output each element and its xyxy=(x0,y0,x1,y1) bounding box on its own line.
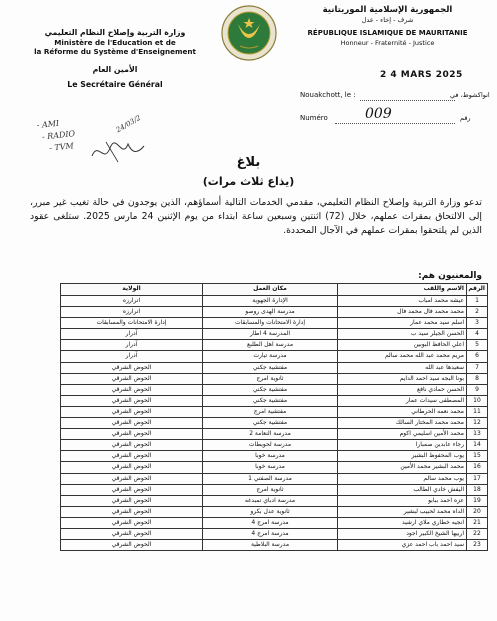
cell-workplace: المدرسة 4 اطار xyxy=(203,329,338,340)
cell-number: 20 xyxy=(467,506,488,517)
cell-wilaya: الحوض الشرقي xyxy=(61,473,203,484)
cell-workplace: مدرسة امرج 4 xyxy=(203,517,338,528)
cell-name: محمد محمد المختار السالك xyxy=(338,418,467,429)
table-row xyxy=(61,384,488,395)
cell-number: 19 xyxy=(467,495,488,506)
header-number: الرقم xyxy=(467,284,488,296)
cell-wilaya: الحوض الشرقي xyxy=(61,462,203,473)
table-row xyxy=(61,351,488,362)
cell-name: يوب محمد سالم xyxy=(338,473,467,484)
header-name: الاسم واللقب xyxy=(338,284,467,296)
handwritten-line-2: - RADIO xyxy=(41,129,76,142)
table-row xyxy=(61,451,488,462)
cell-number: 18 xyxy=(467,484,488,495)
cell-number: 15 xyxy=(467,451,488,462)
cell-name: الحسن حمادي نافع xyxy=(338,384,467,395)
cell-wilaya: الحوض الشرقي xyxy=(61,451,203,462)
number-label-ar: رقم xyxy=(460,114,471,122)
cell-number: 11 xyxy=(467,406,488,417)
cell-wilaya: الحوض الشرقي xyxy=(61,373,203,384)
table-body xyxy=(61,296,488,551)
cell-name: مريم محمد عبد الله محمد سالم xyxy=(338,351,467,362)
table-row xyxy=(61,329,488,340)
date-label-fr: Nouakchott, le : xyxy=(300,91,356,99)
republic-header xyxy=(300,5,475,66)
number-label-fr: Numéro xyxy=(300,114,328,122)
handwritten-line-1: - AMI xyxy=(36,118,60,130)
cell-number: 14 xyxy=(467,440,488,451)
cell-name: رجاء عابدين صمبارا xyxy=(338,440,467,451)
number-value: 009 xyxy=(365,106,392,122)
table-row xyxy=(61,528,488,539)
cell-workplace: مفتشية امرج xyxy=(203,406,338,417)
table-row xyxy=(61,406,488,417)
cell-number: 13 xyxy=(467,429,488,440)
cell-wilaya: اترارزه xyxy=(61,307,203,318)
cell-wilaya: آدرار xyxy=(61,329,203,340)
cell-workplace: مفتشية جكني xyxy=(203,418,338,429)
cell-name: المصطفى سيدات عمار xyxy=(338,395,467,406)
cell-workplace: مدرسة لحويطات xyxy=(203,440,338,451)
table-row xyxy=(61,307,488,318)
cell-number: 7 xyxy=(467,362,488,373)
ministry-name-fr-2: la Réforme du Système d'Enseignement xyxy=(34,47,196,56)
concerned-label: والمعنيون هم: xyxy=(418,271,482,281)
announcement-body: تدعو وزارة التربية وإصلاح النظام التعليمي، مقدمي الخدمات التالية أسماؤهم، الذين يوجدون في حالة تغيب غير مبرر، إلى الالتحاق بمقرات عملهم، خلال (72) اثنتين وسبعين ساعة ابتداء من يوم الإثنين 24 مارس 2025. ستلغى عقود الذين لم يلتحقوا بمقرات عملهم في الآجال المحددة. xyxy=(30,197,482,236)
cell-number: 3 xyxy=(467,318,488,329)
header-wilaya: الولاية xyxy=(61,284,203,296)
table-row xyxy=(61,340,488,351)
date-label-ar: انواكشوط، في xyxy=(450,91,490,99)
cell-wilaya: الحوض الشرقي xyxy=(61,384,203,395)
cell-name: اعلي الحافظ البوبين xyxy=(338,340,467,351)
cell-name: اربيها الشيخ الكبير اجود xyxy=(338,528,467,539)
table-row xyxy=(61,462,488,473)
cell-wilaya: آدرار xyxy=(61,351,203,362)
cell-wilaya: آدرار xyxy=(61,340,203,351)
cell-workplace: ثانوية عدل بكرو xyxy=(203,506,338,517)
cell-wilaya: الحوض الشرقي xyxy=(61,506,203,517)
cell-wilaya: الحوض الشرقي xyxy=(61,540,203,551)
cell-workplace: مدرسة امرج 4 xyxy=(203,528,338,539)
table-row xyxy=(61,362,488,373)
cell-number: 17 xyxy=(467,473,488,484)
cell-name: عزه احمد ببابو xyxy=(338,495,467,506)
cell-name: محمد البشير محمد الأمين xyxy=(338,462,467,473)
cell-wilaya: إدارة الامتحانات والمسابقات xyxy=(61,318,203,329)
absentees-table xyxy=(60,283,488,551)
cell-wilaya: الحوض الشرقي xyxy=(61,484,203,495)
cell-number: 9 xyxy=(467,384,488,395)
cell-workplace: ثانوية امرج xyxy=(203,373,338,384)
date-line xyxy=(360,100,455,101)
table-row xyxy=(61,484,488,495)
country-name-fr: RÉPUBLIQUE ISLAMIQUE DE MAURITANIE xyxy=(307,29,468,37)
cell-workplace: الإدارة الجهوية xyxy=(203,296,338,307)
ministry-name-ar: وزارة التربية وإصلاح النظام التعليمي xyxy=(44,28,186,37)
cell-workplace: ثانوية امرج xyxy=(203,484,338,495)
cell-wilaya: الحوض الشرقي xyxy=(61,429,203,440)
announcement-subtitle: (يذاع ثلاث مرات) xyxy=(202,175,295,188)
table-row xyxy=(61,418,488,429)
cell-name: سيد احمد باب احمد عزي xyxy=(338,540,467,551)
cell-name: انجيه خطاري ملاي ارشيد xyxy=(338,517,467,528)
table-row xyxy=(61,473,488,484)
cell-number: 10 xyxy=(467,395,488,406)
handwritten-date: 24/03/2 xyxy=(114,113,143,135)
cell-name: يوب المحفوظ البشير xyxy=(338,451,467,462)
table-row xyxy=(61,540,488,551)
cell-number: 4 xyxy=(467,329,488,340)
table-header-row xyxy=(61,284,488,296)
cell-name: محمد نعمه الحرطاني xyxy=(338,406,467,417)
cell-workplace: مدرسة النعامة 2 xyxy=(203,429,338,440)
header-workplace: مكان العمل xyxy=(203,284,338,296)
cell-wilaya: الحوض الشرقي xyxy=(61,362,203,373)
ministry-header xyxy=(30,28,200,90)
number-line xyxy=(335,123,455,124)
national-emblem-icon xyxy=(210,0,288,70)
date-stamp: 2 4 MARS 2025 xyxy=(380,70,463,80)
table-row xyxy=(61,495,488,506)
cell-name: بونا البجه سيد احمد الدايم xyxy=(338,373,467,384)
cell-name: سعيدها عبد الله xyxy=(338,362,467,373)
cell-number: 23 xyxy=(467,540,488,551)
table-row xyxy=(61,318,488,329)
cell-workplace: مدرسة اهل الطلبع xyxy=(203,340,338,351)
cell-wilaya: الحوض الشرقي xyxy=(61,495,203,506)
cell-wilaya: الحوض الشرقي xyxy=(61,418,203,429)
table-row xyxy=(61,506,488,517)
cell-name: محمد الأمين اسليمي اكوم xyxy=(338,429,467,440)
table-row xyxy=(61,373,488,384)
motto-ar: شرف - إخاء - عدل xyxy=(361,15,414,24)
cell-workplace: إدارة الامتحانات والمسابقات xyxy=(203,318,338,329)
cell-workplace: مدرسة تيارت xyxy=(203,351,338,362)
secretary-general-ar: الأمين العام xyxy=(92,64,138,74)
cell-workplace: مدرسة الصفتي 1 xyxy=(203,473,338,484)
cell-name: محمد محمد فال محمد فال xyxy=(338,307,467,318)
cell-number: 1 xyxy=(467,296,488,307)
cell-workplace: مدرسة الهدى روصو xyxy=(203,307,338,318)
table-row xyxy=(61,395,488,406)
cell-wilaya: الحوض الشرقي xyxy=(61,440,203,451)
cell-name: الداه محمد لحبيب لبشير xyxy=(338,506,467,517)
cell-number: 2 xyxy=(467,307,488,318)
ministry-name-fr-1: Ministère de l'Education et de xyxy=(54,37,176,47)
cell-workplace: مدرسة خوبا xyxy=(203,451,338,462)
table-row xyxy=(61,517,488,528)
cell-number: 16 xyxy=(467,462,488,473)
cell-workplace: مفتشية جكني xyxy=(203,395,338,406)
cell-name: الحسن الجيلر سيد ب xyxy=(338,329,467,340)
cell-wilaya: الحوض الشرقي xyxy=(61,395,203,406)
cell-wilaya: اترارزه xyxy=(61,296,203,307)
table-row xyxy=(61,440,488,451)
announcement-title: بلاغ xyxy=(236,155,261,170)
cell-number: 21 xyxy=(467,517,488,528)
secretary-general-fr: Le Secrétaire Général xyxy=(67,80,163,89)
cell-workplace: مفتشية جكني xyxy=(203,384,338,395)
cell-number: 22 xyxy=(467,528,488,539)
cell-wilaya: الحوض الشرقي xyxy=(61,406,203,417)
table-row xyxy=(61,429,488,440)
cell-workplace: مدرسة البلاطية xyxy=(203,540,338,551)
country-name-ar: الجمهورية الإسلامية الموريتانية xyxy=(322,5,453,15)
cell-name: اليفش خادي الطالب xyxy=(338,484,467,495)
cell-wilaya: الحوض الشرقي xyxy=(61,528,203,539)
cell-workplace: مفتشية جكني xyxy=(203,362,338,373)
cell-number: 12 xyxy=(467,418,488,429)
cell-workplace: مدرسة ادباي تمبدغه xyxy=(203,495,338,506)
cell-number: 6 xyxy=(467,351,488,362)
cell-number: 8 xyxy=(467,373,488,384)
cell-wilaya: الحوض الشرقي xyxy=(61,517,203,528)
cell-name: عيشه محمد امباب xyxy=(338,296,467,307)
handwritten-distribution xyxy=(36,116,77,156)
handwritten-line-3: - TVM xyxy=(48,141,75,153)
cell-name: اسلم سيد محمد عمار xyxy=(338,318,467,329)
motto-fr: Honneur - Fraternité - Justice xyxy=(340,38,435,47)
cell-number: 5 xyxy=(467,340,488,351)
table-row xyxy=(61,296,488,307)
cell-workplace: مدرسة خوبا xyxy=(203,462,338,473)
